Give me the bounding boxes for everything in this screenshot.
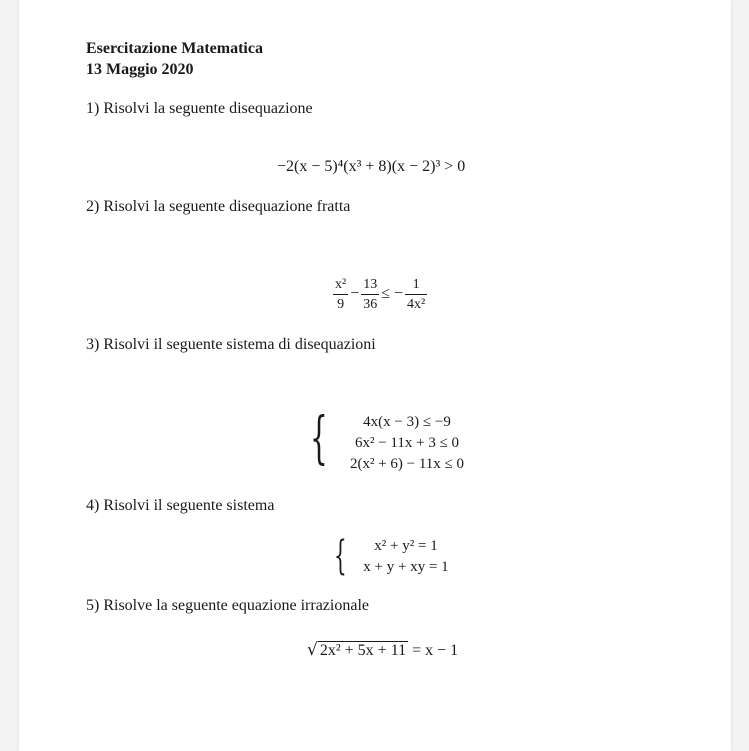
- exercise-2-heading: 2) Risolvi la seguente disequazione fratta: [86, 198, 351, 215]
- exercise-3-heading: 3) Risolvi il seguente sistema di disequazioni: [86, 336, 376, 353]
- exercise-5-heading: 5) Risolve la seguente equazione irrazionale: [86, 597, 369, 614]
- exercise-1-formula: −2(x − 5)⁴(x³ + 8)(x − 2)³ > 0: [277, 158, 466, 175]
- left-brace: {: [310, 406, 328, 471]
- sqrt-icon: √: [307, 640, 318, 660]
- system-3-line-2: 6x² − 11x + 3 ≤ 0: [354, 435, 460, 451]
- exercise-4-system: [334, 533, 474, 580]
- document-date: 13 Maggio 2020: [86, 61, 194, 78]
- fraction-2: $\frac{13}{36}$: [363, 277, 378, 312]
- fraction-3: $\frac{1}{\text{4x²}}$: [407, 277, 426, 312]
- exercise-2-formula: $\frac{\text{x²}}{9}$ − $\frac{13}{36}$ ≤ − $\frac{1}{\text{4x²}}$: [335, 277, 426, 312]
- system-3-line-1: 4x(x − 3) ≤ −9: [363, 414, 451, 430]
- radicand: 2x² + 5x + 11: [319, 642, 407, 659]
- equation-rhs: = x − 1: [412, 642, 459, 659]
- system-4-line-2: x + y + xy = 1: [363, 559, 449, 575]
- exercise-1-heading: 1) Risolvi la seguente disequazione: [86, 100, 313, 117]
- system-3-line-3: 2(x² + 6) − 11x ≤ 0: [349, 456, 465, 472]
- exercise-4-heading: 4) Risolvi il seguente sistema: [86, 497, 275, 514]
- left-brace: {: [334, 533, 347, 579]
- document-title: Esercitazione Matematica: [86, 40, 263, 57]
- system-4-line-1: x² + y² = 1: [374, 538, 438, 554]
- exercise-5-formula: [307, 640, 458, 660]
- document-page: [19, 0, 731, 751]
- fraction-1: $\frac{\text{x²}}{9}$: [335, 277, 347, 312]
- exercise-3-system: [310, 406, 490, 478]
